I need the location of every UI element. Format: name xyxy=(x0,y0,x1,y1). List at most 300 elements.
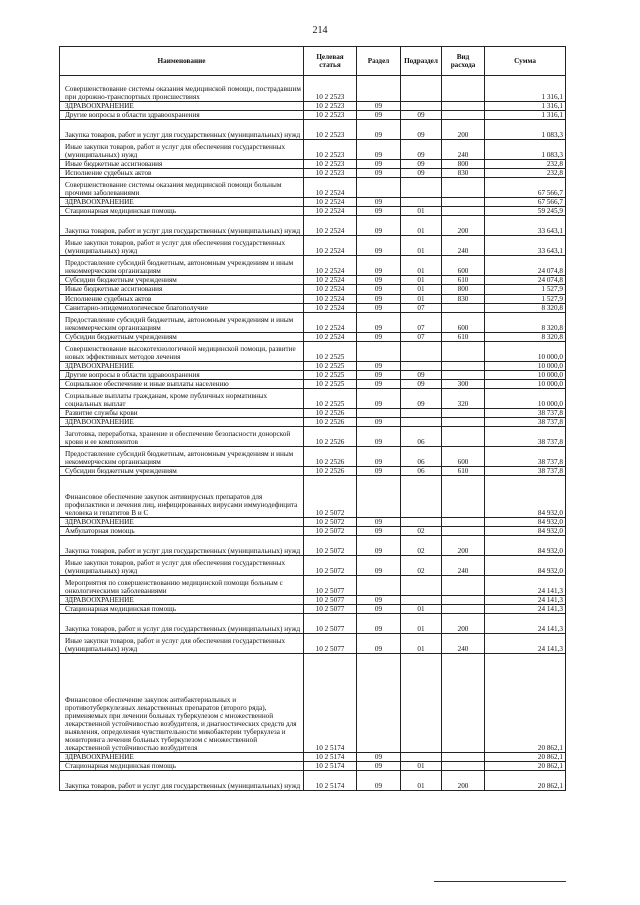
cell-amount: 10 000,0 xyxy=(485,388,566,408)
cell-subsection: 07 xyxy=(401,303,442,312)
cell-name: Субсидии бюджетным учреждениям xyxy=(60,467,304,476)
table-row xyxy=(60,169,566,178)
cell-section: 09 xyxy=(357,236,401,256)
cell-section xyxy=(357,576,401,596)
cell-article: 10 2 2525 xyxy=(304,370,357,379)
cell-article: 10 2 2525 xyxy=(304,341,357,361)
cell-name: Иные закупки товаров, работ и услуг для обеспечения государственных (муниципальных) нужд xyxy=(60,556,304,576)
cell-article: 10 2 2524 xyxy=(304,303,357,312)
cell-expense-type xyxy=(442,527,485,536)
cell-amount: 1 316,1 xyxy=(485,111,566,120)
cell-article: 10 2 2523 xyxy=(304,102,357,111)
cell-article: 10 2 2526 xyxy=(304,467,357,476)
cell-name: Иные закупки товаров, работ и услуг для обеспечения государственных (муниципальных) нужд xyxy=(60,634,304,654)
cell-article: 10 2 5072 xyxy=(304,556,357,576)
cell-section xyxy=(357,76,401,102)
cell-article: 10 2 2525 xyxy=(304,388,357,408)
table-row xyxy=(60,753,566,762)
table-row xyxy=(60,634,566,654)
cell-subsection: 06 xyxy=(401,447,442,467)
cell-article: 10 2 2523 xyxy=(304,76,357,102)
cell-section: 09 xyxy=(357,771,401,791)
page-number: 214 xyxy=(312,25,328,36)
cell-section: 09 xyxy=(357,169,401,178)
cell-article: 10 2 5072 xyxy=(304,476,357,518)
cell-section: 09 xyxy=(357,370,401,379)
cell-subsection: 01 xyxy=(401,614,442,634)
header-name: Наименование xyxy=(60,47,304,76)
table-row xyxy=(60,370,566,379)
cell-name: Исполнение судебных актов xyxy=(60,294,304,303)
cell-section: 09 xyxy=(357,518,401,527)
table-row xyxy=(60,762,566,771)
cell-amount: 33 643,1 xyxy=(485,236,566,256)
cell-subsection xyxy=(401,576,442,596)
cell-amount: 84 932,0 xyxy=(485,476,566,518)
cell-name: Социальное обеспечение и иные выплаты населению xyxy=(60,379,304,388)
cell-section: 09 xyxy=(357,312,401,332)
cell-name: Мероприятия по совершенствованию медицинской помощи больным с онкологическими заболеваниями xyxy=(60,576,304,596)
cell-article: 10 2 2524 xyxy=(304,332,357,341)
cell-name: Субсидии бюджетным учреждениям xyxy=(60,332,304,341)
cell-name: Предоставление субсидий бюджетным, автономным учреждениям и иным некоммерческим организациям xyxy=(60,312,304,332)
cell-expense-type xyxy=(442,476,485,518)
cell-amount: 1 083,3 xyxy=(485,120,566,140)
cell-subsection: 07 xyxy=(401,332,442,341)
cell-amount: 84 932,0 xyxy=(485,536,566,556)
table-row xyxy=(60,417,566,426)
cell-article: 10 2 2523 xyxy=(304,169,357,178)
cell-expense-type xyxy=(442,408,485,417)
cell-expense-type: 800 xyxy=(442,160,485,169)
cell-subsection xyxy=(401,596,442,605)
cell-amount: 10 000,0 xyxy=(485,341,566,361)
cell-subsection: 01 xyxy=(401,634,442,654)
cell-amount: 1 316,1 xyxy=(485,102,566,111)
cell-expense-type: 610 xyxy=(442,332,485,341)
cell-expense-type xyxy=(442,198,485,207)
cell-subsection: 02 xyxy=(401,536,442,556)
cell-section xyxy=(357,341,401,361)
cell-amount: 8 320,8 xyxy=(485,312,566,332)
cell-subsection: 01 xyxy=(401,294,442,303)
cell-expense-type xyxy=(442,518,485,527)
cell-name: Другие вопросы в области здравоохранения xyxy=(60,370,304,379)
cell-article: 10 2 2524 xyxy=(304,178,357,198)
cell-expense-type xyxy=(442,427,485,447)
cell-expense-type xyxy=(442,576,485,596)
cell-section: 09 xyxy=(357,256,401,276)
table-row xyxy=(60,605,566,614)
cell-expense-type: 800 xyxy=(442,285,485,294)
cell-name: ЗДРАВООХРАНЕНИЕ xyxy=(60,596,304,605)
cell-expense-type: 830 xyxy=(442,294,485,303)
cell-subsection: 09 xyxy=(401,120,442,140)
cell-name: Закупка товаров, работ и услуг для государственных (муниципальных) нужд xyxy=(60,216,304,236)
cell-expense-type: 200 xyxy=(442,536,485,556)
table-header-row xyxy=(60,47,566,76)
table-row xyxy=(60,518,566,527)
cell-name: ЗДРАВООХРАНЕНИЕ xyxy=(60,102,304,111)
cell-article: 10 2 2524 xyxy=(304,256,357,276)
cell-subsection: 02 xyxy=(401,527,442,536)
cell-amount: 10 000,0 xyxy=(485,361,566,370)
cell-article: 10 2 2523 xyxy=(304,160,357,169)
table-row xyxy=(60,408,566,417)
cell-name: Закупка товаров, работ и услуг для государственных (муниципальных) нужд xyxy=(60,771,304,791)
table-row xyxy=(60,476,566,518)
cell-article: 10 2 5077 xyxy=(304,634,357,654)
cell-amount: 38 737,8 xyxy=(485,408,566,417)
cell-subsection: 02 xyxy=(401,556,442,576)
cell-section: 09 xyxy=(357,634,401,654)
header-amount: Сумма xyxy=(485,47,566,76)
cell-subsection xyxy=(401,361,442,370)
cell-amount: 232,8 xyxy=(485,160,566,169)
cell-name: Предоставление субсидий бюджетным, автономным учреждениям и иным некоммерческим организациям xyxy=(60,256,304,276)
table-row xyxy=(60,341,566,361)
cell-section: 09 xyxy=(357,361,401,370)
cell-section: 09 xyxy=(357,276,401,285)
cell-article: 10 2 2523 xyxy=(304,120,357,140)
cell-section xyxy=(357,178,401,198)
table-row xyxy=(60,654,566,753)
cell-section: 09 xyxy=(357,467,401,476)
cell-amount: 24 141,3 xyxy=(485,634,566,654)
cell-amount: 67 566,7 xyxy=(485,198,566,207)
table-row xyxy=(60,556,566,576)
cell-expense-type xyxy=(442,102,485,111)
table-row xyxy=(60,303,566,312)
table-row xyxy=(60,596,566,605)
cell-article: 10 2 2526 xyxy=(304,417,357,426)
cell-subsection xyxy=(401,408,442,417)
cell-article: 10 2 2523 xyxy=(304,111,357,120)
cell-amount: 1 527,9 xyxy=(485,294,566,303)
cell-amount: 8 320,8 xyxy=(485,303,566,312)
cell-subsection: 01 xyxy=(401,207,442,216)
cell-section: 09 xyxy=(357,536,401,556)
cell-amount: 24 141,3 xyxy=(485,605,566,614)
cell-article: 10 2 2524 xyxy=(304,198,357,207)
cell-amount: 10 000,0 xyxy=(485,370,566,379)
cell-article: 10 2 5174 xyxy=(304,753,357,762)
table-row xyxy=(60,102,566,111)
cell-expense-type: 240 xyxy=(442,556,485,576)
cell-expense-type: 600 xyxy=(442,447,485,467)
cell-subsection xyxy=(401,476,442,518)
cell-name: Совершенствование системы оказания медицинской помощи, пострадавшим при дорожно-транспортных происшествиях xyxy=(60,76,304,102)
cell-article: 10 2 2525 xyxy=(304,361,357,370)
cell-article: 10 2 2526 xyxy=(304,408,357,417)
header-subsection: Подраздел xyxy=(401,47,442,76)
header-expense-type: Вид расхода xyxy=(442,47,485,76)
cell-article: 10 2 2524 xyxy=(304,236,357,256)
cell-amount: 67 566,7 xyxy=(485,178,566,198)
cell-section xyxy=(357,408,401,417)
cell-name: ЗДРАВООХРАНЕНИЕ xyxy=(60,753,304,762)
footer-rule xyxy=(434,881,566,882)
cell-expense-type: 240 xyxy=(442,236,485,256)
table-row xyxy=(60,76,566,102)
cell-name: Развитие службы крови xyxy=(60,408,304,417)
cell-article: 10 2 2523 xyxy=(304,140,357,160)
cell-name: Закупка товаров, работ и услуг для государственных (муниципальных) нужд xyxy=(60,536,304,556)
table-row xyxy=(60,771,566,791)
table-row xyxy=(60,111,566,120)
cell-name: Закупка товаров, работ и услуг для государственных (муниципальных) нужд xyxy=(60,614,304,634)
cell-amount: 38 737,8 xyxy=(485,467,566,476)
cell-section: 09 xyxy=(357,447,401,467)
cell-subsection xyxy=(401,178,442,198)
cell-article: 10 2 2524 xyxy=(304,294,357,303)
cell-subsection xyxy=(401,76,442,102)
table-row xyxy=(60,361,566,370)
cell-name: Другие вопросы в области здравоохранения xyxy=(60,111,304,120)
cell-amount: 232,8 xyxy=(485,169,566,178)
header-section: Раздел xyxy=(357,47,401,76)
cell-article: 10 2 5174 xyxy=(304,654,357,753)
cell-expense-type xyxy=(442,753,485,762)
cell-name: Совершенствование высокотехнологичной медицинской помощи, развитие новых эффективных методов лечения xyxy=(60,341,304,361)
cell-article: 10 2 5072 xyxy=(304,536,357,556)
cell-amount: 24 141,3 xyxy=(485,576,566,596)
cell-amount: 84 932,0 xyxy=(485,556,566,576)
cell-expense-type xyxy=(442,111,485,120)
cell-expense-type xyxy=(442,303,485,312)
cell-expense-type xyxy=(442,361,485,370)
cell-expense-type: 240 xyxy=(442,140,485,160)
cell-subsection xyxy=(401,518,442,527)
cell-name: Предоставление субсидий бюджетным, автономным учреждениям и иным некоммерческим организациям xyxy=(60,447,304,467)
table-row xyxy=(60,207,566,216)
cell-section: 09 xyxy=(357,216,401,236)
cell-expense-type: 200 xyxy=(442,120,485,140)
cell-expense-type: 200 xyxy=(442,216,485,236)
cell-name: Иные бюджетные ассигнования xyxy=(60,285,304,294)
cell-article: 10 2 5077 xyxy=(304,605,357,614)
cell-section xyxy=(357,654,401,753)
cell-name: Исполнение судебных актов xyxy=(60,169,304,178)
cell-amount: 24 074,8 xyxy=(485,256,566,276)
cell-section: 09 xyxy=(357,111,401,120)
cell-subsection: 01 xyxy=(401,256,442,276)
table-row xyxy=(60,160,566,169)
cell-name: Иные бюджетные ассигнования xyxy=(60,160,304,169)
cell-article: 10 2 2524 xyxy=(304,207,357,216)
cell-expense-type xyxy=(442,605,485,614)
cell-subsection: 01 xyxy=(401,236,442,256)
cell-amount: 24 074,8 xyxy=(485,276,566,285)
cell-name: Субсидии бюджетным учреждениям xyxy=(60,276,304,285)
cell-name: Стационарная медицинская помощь xyxy=(60,605,304,614)
cell-section: 09 xyxy=(357,379,401,388)
cell-name: Финансовое обеспечение закупок антивирусных препаратов для профилактики и лечения лиц, инфицированных вирусами иммунодефицита человека и гепатитов B и C xyxy=(60,476,304,518)
cell-amount: 20 862,1 xyxy=(485,771,566,791)
cell-expense-type xyxy=(442,417,485,426)
cell-subsection: 09 xyxy=(401,160,442,169)
cell-subsection: 06 xyxy=(401,427,442,447)
cell-subsection: 01 xyxy=(401,762,442,771)
table-row xyxy=(60,379,566,388)
cell-expense-type: 600 xyxy=(442,312,485,332)
cell-subsection: 01 xyxy=(401,216,442,236)
cell-name: Стационарная медицинская помощь xyxy=(60,207,304,216)
cell-expense-type xyxy=(442,762,485,771)
cell-subsection: 01 xyxy=(401,605,442,614)
cell-subsection: 09 xyxy=(401,388,442,408)
header-article: Целевая статья xyxy=(304,47,357,76)
cell-expense-type: 600 xyxy=(442,256,485,276)
cell-name: Социальные выплаты гражданам, кроме публичных нормативных социальных выплат xyxy=(60,388,304,408)
cell-subsection xyxy=(401,341,442,361)
cell-subsection: 06 xyxy=(401,467,442,476)
cell-name: Иные закупки товаров, работ и услуг для обеспечения государственных (муниципальных) нужд xyxy=(60,140,304,160)
cell-article: 10 2 5174 xyxy=(304,762,357,771)
cell-amount: 33 643,1 xyxy=(485,216,566,236)
cell-subsection: 01 xyxy=(401,771,442,791)
cell-name: ЗДРАВООХРАНЕНИЕ xyxy=(60,518,304,527)
cell-subsection: 09 xyxy=(401,370,442,379)
cell-amount: 1 083,3 xyxy=(485,140,566,160)
table-row xyxy=(60,536,566,556)
cell-article: 10 2 2524 xyxy=(304,285,357,294)
cell-section: 09 xyxy=(357,596,401,605)
cell-amount: 10 000,0 xyxy=(485,379,566,388)
cell-expense-type xyxy=(442,370,485,379)
table-row xyxy=(60,178,566,198)
cell-amount: 8 320,8 xyxy=(485,332,566,341)
cell-name: Санитарно-эпидемиологическое благополучие xyxy=(60,303,304,312)
cell-amount: 1 316,1 xyxy=(485,76,566,102)
cell-name: Стационарная медицинская помощь xyxy=(60,762,304,771)
table-row xyxy=(60,614,566,634)
table-row xyxy=(60,276,566,285)
cell-subsection xyxy=(401,654,442,753)
cell-section: 09 xyxy=(357,285,401,294)
table-row xyxy=(60,332,566,341)
cell-article: 10 2 5174 xyxy=(304,771,357,791)
cell-article: 10 2 5077 xyxy=(304,596,357,605)
cell-subsection: 09 xyxy=(401,169,442,178)
table-row xyxy=(60,467,566,476)
cell-amount: 38 737,8 xyxy=(485,417,566,426)
cell-expense-type xyxy=(442,596,485,605)
cell-section: 09 xyxy=(357,207,401,216)
cell-subsection xyxy=(401,417,442,426)
cell-subsection: 01 xyxy=(401,276,442,285)
cell-subsection xyxy=(401,198,442,207)
cell-expense-type: 200 xyxy=(442,771,485,791)
cell-name: Амбулаторная помощь xyxy=(60,527,304,536)
cell-expense-type: 200 xyxy=(442,614,485,634)
cell-amount: 20 862,1 xyxy=(485,753,566,762)
cell-subsection xyxy=(401,102,442,111)
cell-amount: 38 737,8 xyxy=(485,427,566,447)
table-row xyxy=(60,447,566,467)
table-row xyxy=(60,120,566,140)
cell-amount: 24 141,3 xyxy=(485,614,566,634)
cell-expense-type xyxy=(442,207,485,216)
cell-article: 10 2 2525 xyxy=(304,379,357,388)
budget-table xyxy=(59,46,566,791)
cell-expense-type: 320 xyxy=(442,388,485,408)
cell-name: ЗДРАВООХРАНЕНИЕ xyxy=(60,198,304,207)
cell-article: 10 2 2524 xyxy=(304,276,357,285)
table-row xyxy=(60,427,566,447)
cell-subsection xyxy=(401,753,442,762)
cell-section: 09 xyxy=(357,614,401,634)
cell-name: Финансовое обеспечение закупок антибактериальных и противотуберкулезных лекарственных препаратов (второго ряда), применяемых при лечении больных туберкулезом с множественной лекарственной устойчивостью возбудителя, и диагностических средств для выявления, определения чувствительности микобактерии туберкулеза и мониторинга лечения больных туберкулезом с множественной лекарственной устойчивостью возбудителя xyxy=(60,654,304,753)
cell-section: 09 xyxy=(357,753,401,762)
cell-expense-type xyxy=(442,76,485,102)
cell-name: Совершенствование системы оказания медицинской помощи больным прочими заболеваниями xyxy=(60,178,304,198)
cell-article: 10 2 5072 xyxy=(304,527,357,536)
cell-expense-type xyxy=(442,178,485,198)
cell-expense-type: 610 xyxy=(442,467,485,476)
cell-expense-type xyxy=(442,654,485,753)
cell-name: Заготовка, переработка, хранение и обеспечение безопасности донорской крови и ее компонентов xyxy=(60,427,304,447)
cell-expense-type: 830 xyxy=(442,169,485,178)
cell-name: ЗДРАВООХРАНЕНИЕ xyxy=(60,417,304,426)
cell-section: 09 xyxy=(357,417,401,426)
cell-article: 10 2 5077 xyxy=(304,576,357,596)
table-row xyxy=(60,576,566,596)
cell-name: ЗДРАВООХРАНЕНИЕ xyxy=(60,361,304,370)
cell-subsection: 09 xyxy=(401,111,442,120)
table-row xyxy=(60,236,566,256)
table-row xyxy=(60,285,566,294)
cell-amount: 84 932,0 xyxy=(485,518,566,527)
cell-section: 09 xyxy=(357,140,401,160)
cell-section: 09 xyxy=(357,332,401,341)
cell-article: 10 2 2524 xyxy=(304,312,357,332)
table-row xyxy=(60,527,566,536)
table-row xyxy=(60,256,566,276)
cell-article: 10 2 2526 xyxy=(304,427,357,447)
table-row xyxy=(60,388,566,408)
table-row xyxy=(60,216,566,236)
cell-section: 09 xyxy=(357,388,401,408)
cell-section: 09 xyxy=(357,160,401,169)
cell-amount: 84 932,0 xyxy=(485,527,566,536)
cell-article: 10 2 2526 xyxy=(304,447,357,467)
cell-section: 09 xyxy=(357,605,401,614)
cell-article: 10 2 5072 xyxy=(304,518,357,527)
cell-section: 09 xyxy=(357,294,401,303)
cell-amount: 20 862,1 xyxy=(485,762,566,771)
cell-amount: 20 862,1 xyxy=(485,654,566,753)
table-row xyxy=(60,198,566,207)
cell-subsection: 09 xyxy=(401,379,442,388)
table-row xyxy=(60,140,566,160)
cell-name: Закупка товаров, работ и услуг для государственных (муниципальных) нужд xyxy=(60,120,304,140)
cell-section: 09 xyxy=(357,120,401,140)
cell-article: 10 2 2524 xyxy=(304,216,357,236)
cell-article: 10 2 5077 xyxy=(304,614,357,634)
cell-expense-type: 240 xyxy=(442,634,485,654)
cell-section: 09 xyxy=(357,427,401,447)
cell-amount: 24 141,3 xyxy=(485,596,566,605)
cell-expense-type: 610 xyxy=(442,276,485,285)
table-row xyxy=(60,312,566,332)
cell-section xyxy=(357,476,401,518)
cell-expense-type xyxy=(442,341,485,361)
cell-subsection: 07 xyxy=(401,312,442,332)
cell-amount: 1 527,9 xyxy=(485,285,566,294)
cell-section: 09 xyxy=(357,527,401,536)
cell-section: 09 xyxy=(357,556,401,576)
